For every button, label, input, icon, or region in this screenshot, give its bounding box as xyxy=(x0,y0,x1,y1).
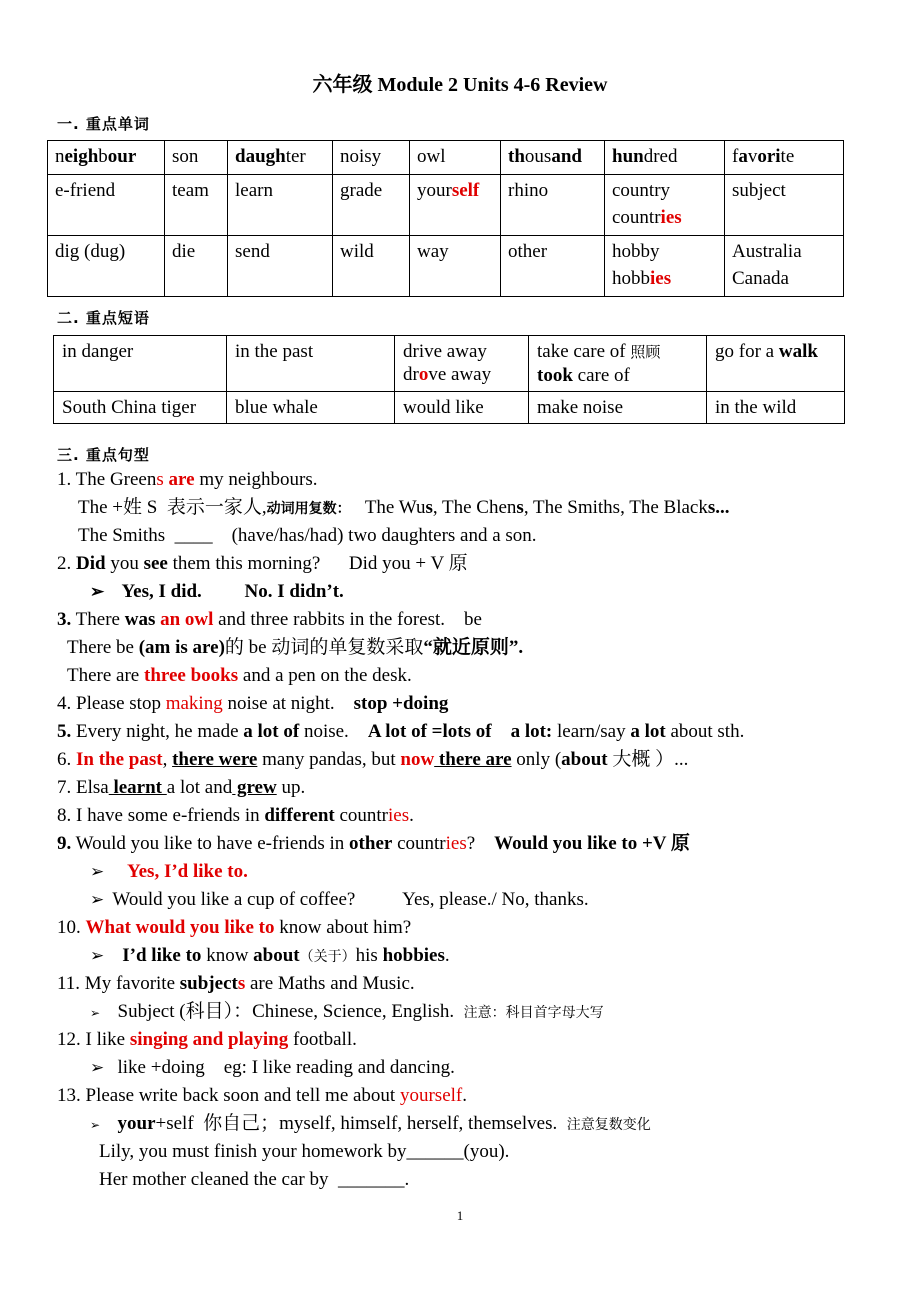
sentence-line: 11. My favorite subjects are Maths and Music. xyxy=(57,973,415,994)
table-cell: drive away drove away xyxy=(395,336,529,392)
sentence-line: 9. Would you like to have e-friends in other countries? Would you like to +V 原 xyxy=(57,833,690,854)
table-cell: favorite xyxy=(725,141,844,175)
table-cell: son xyxy=(165,141,228,175)
sentence-line: ➢ Would you like a cup of coffee? Yes, please./ No, thanks. xyxy=(90,889,589,910)
table-cell: in the past xyxy=(227,336,395,392)
table-cell: die xyxy=(165,236,228,297)
table-cell: country countries xyxy=(605,175,725,236)
phrases-table xyxy=(53,335,845,424)
sentence-line: 1. The Greens are my neighbours. xyxy=(57,469,318,490)
table-cell: South China tiger xyxy=(54,392,227,424)
table-cell: in the wild xyxy=(707,392,845,424)
arrow-bullet-icon: ➢ xyxy=(90,890,105,909)
sentence-line: ➢ Subject (科目）：Chinese, Science, English. 注意：科目首字母大写 xyxy=(90,1000,604,1025)
sentence-line: The +姓 S 表示一家人,动词用复数： The Wus, The Chens, The Smiths, The Blacks... xyxy=(78,497,730,518)
arrow-bullet-icon: ➢ xyxy=(90,1006,101,1020)
table-cell: team xyxy=(165,175,228,236)
table-row xyxy=(54,392,845,424)
sentence-line: ➢ I’d like to know about（关于）his hobbies. xyxy=(90,945,450,966)
section-heading-phrases: 二. 重点短语 xyxy=(57,309,150,327)
table-cell: daughter xyxy=(228,141,333,175)
table-cell: wild xyxy=(333,236,410,297)
page-title: 六年级 Module 2 Units 4-6 Review xyxy=(312,74,608,96)
vocabulary-table xyxy=(47,140,844,297)
table-row xyxy=(48,236,844,297)
section-heading-sentences: 三. 重点句型 xyxy=(57,446,150,464)
sentence-line: 13. Please write back soon and tell me about yourself. xyxy=(57,1085,467,1106)
table-cell: hundred xyxy=(605,141,725,175)
table-cell: in danger xyxy=(54,336,227,392)
table-cell: take care of 照顾 took care of xyxy=(529,336,707,392)
arrow-bullet-icon: ➢ xyxy=(90,946,105,965)
table-cell: Australia Canada xyxy=(725,236,844,297)
arrow-bullet-icon: ➢ xyxy=(90,582,105,601)
table-row xyxy=(54,336,845,392)
table-cell: thousand xyxy=(501,141,605,175)
table-row xyxy=(48,141,844,175)
sentence-line: The Smiths ____ (have/has/had) two daughters and a son. xyxy=(78,525,537,546)
sentence-line: There are three books and a pen on the desk. xyxy=(67,665,412,686)
table-cell: subject xyxy=(725,175,844,236)
sentence-line: Her mother cleaned the car by _______. xyxy=(99,1169,410,1190)
sentence-line: ➢ like +doing eg: I like reading and dancing. xyxy=(90,1057,455,1078)
arrow-bullet-icon: ➢ xyxy=(90,1058,105,1077)
sentence-line: 12. I like singing and playing football. xyxy=(57,1029,357,1050)
table-cell: yourself xyxy=(410,175,501,236)
page-number: 1 xyxy=(456,1208,464,1223)
sentence-line: ➢ Yes, I’d like to. xyxy=(90,861,248,882)
arrow-bullet-icon: ➢ xyxy=(90,862,105,881)
sentence-line: 8. I have some e-friends in different countries. xyxy=(57,805,414,826)
table-cell: way xyxy=(410,236,501,297)
table-cell: would like xyxy=(395,392,529,424)
table-cell: noisy xyxy=(333,141,410,175)
sentence-line: 6. In the past, there were many pandas, but now there are only (about 大概 ）... xyxy=(57,749,689,770)
sentence-line: 10. What would you like to know about him? xyxy=(57,917,412,938)
section-heading-words: 一. 重点单词 xyxy=(57,115,150,133)
table-cell: dig (dug) xyxy=(48,236,165,297)
sentence-line: Lily, you must finish your homework by______(you). xyxy=(99,1141,510,1162)
sentence-line: 5. Every night, he made a lot of noise. A lot of =lots of a lot: learn/say a lot about sth. xyxy=(57,721,745,742)
sentence-line: 4. Please stop making noise at night. stop +doing xyxy=(57,693,449,714)
sentence-line: 3. There was an owl and three rabbits in the forest. be xyxy=(57,609,482,630)
sentence-line: There be (am is are)的 be 动词的单复数采取“就近原则”. xyxy=(67,637,524,658)
table-cell: hobby hobbies xyxy=(605,236,725,297)
table-cell: neighbour xyxy=(48,141,165,175)
sentence-line: ➢ Yes, I did. No. I didn’t. xyxy=(90,581,344,602)
table-cell: blue whale xyxy=(227,392,395,424)
table-cell: owl xyxy=(410,141,501,175)
table-cell: grade xyxy=(333,175,410,236)
arrow-bullet-icon: ➢ xyxy=(90,1118,101,1132)
table-cell: learn xyxy=(228,175,333,236)
sentence-line: 7. Elsa learnt a lot and grew up. xyxy=(57,777,306,798)
table-cell: rhino xyxy=(501,175,605,236)
table-row xyxy=(48,175,844,236)
table-cell: e-friend xyxy=(48,175,165,236)
sentence-line: ➢ your+self 你自己；myself, himself, herself, themselves. 注意复数变化 xyxy=(90,1112,651,1137)
sentence-line: 2. Did you see them this morning? Did you + V 原 xyxy=(57,553,468,574)
table-cell: go for a walk xyxy=(707,336,845,392)
table-cell: other xyxy=(501,236,605,297)
table-cell: make noise xyxy=(529,392,707,424)
table-cell: send xyxy=(228,236,333,297)
